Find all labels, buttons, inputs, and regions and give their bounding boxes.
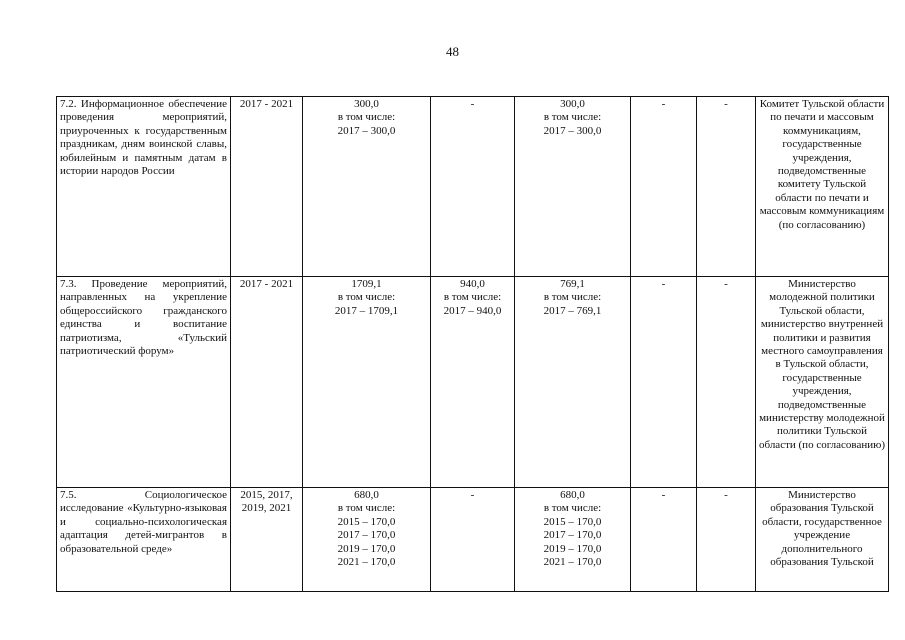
federal-funding-cell — [431, 488, 515, 592]
activity-name-cell: 7.5. Социологическое исследование «Культурно-языковая и социально-психологическая адаптация детей-мигрантов в образовательной среде» — [57, 488, 231, 592]
local-funding-cell: - — [631, 488, 697, 592]
funding-line: 2021 – 170,0 — [543, 556, 602, 569]
funding-line: - — [470, 98, 475, 110]
period-cell: 2017 - 2021 — [231, 277, 303, 488]
regional-funding-cell — [515, 277, 631, 488]
other-funding-cell: - — [697, 97, 756, 277]
federal-funding-cell — [431, 277, 515, 488]
table-row — [57, 488, 889, 592]
funding-line: - — [470, 489, 475, 501]
total-funding-cell — [303, 488, 431, 592]
funding-line: 2015 – 170,0 — [543, 515, 602, 528]
activity-name-cell: 7.2. Информационное обеспечение проведения мероприятий, приуроченных к государственным праздникам, дням воинской славы, юбилейным и памятным датам в истории народов России — [57, 97, 231, 277]
funding-line: 2015 – 170,0 — [337, 515, 396, 528]
activity-name-cell: 7.3. Проведение мероприятий, направленных на укрепление общероссийского гражданского единства и воспитание патриотизма, «Тульский патриотический форум» — [57, 277, 231, 488]
responsible-cell: Министерство молодежной политики Тульской области, министерство внутренней политики и развития местного самоуправления в Тульской области, государственные учреждения, подведомственные министерству молодежной политики Тульской области (по согласованию) — [756, 277, 889, 488]
total-funding-cell — [303, 277, 431, 488]
funding-line: 2017 – 300,0 — [543, 124, 602, 137]
funding-line: 2017 – 940,0 — [443, 304, 502, 317]
funding-line: в том числе: — [543, 502, 602, 515]
funding-line: в том числе: — [443, 291, 502, 304]
activities-table — [56, 96, 889, 592]
funding-line: 300,0 — [354, 98, 379, 110]
funding-line: в том числе: — [543, 111, 602, 124]
period-cell: 2015, 2017, 2019, 2021 — [231, 488, 303, 592]
local-funding-cell: - — [631, 97, 697, 277]
funding-line: в том числе: — [337, 291, 396, 304]
total-funding-cell — [303, 97, 431, 277]
funding-line: 300,0 — [560, 98, 585, 110]
funding-line: 1709,1 — [351, 278, 382, 290]
funding-line: в том числе: — [337, 502, 396, 515]
table-row — [57, 97, 889, 277]
responsible-cell: Комитет Тульской области по печати и массовым коммуникациям, государственные учреждения, подведомственные комитету Тульской области по печати и массовым коммуникациям (по согласованию) — [756, 97, 889, 277]
funding-line: 769,1 — [560, 278, 585, 290]
funding-line: 2017 – 170,0 — [543, 529, 602, 542]
funding-line: 2019 – 170,0 — [543, 542, 602, 555]
funding-line: 940,0 — [460, 278, 485, 290]
page-number: 48 — [446, 44, 459, 59]
funding-line: 2019 – 170,0 — [337, 542, 396, 555]
regional-funding-cell — [515, 488, 631, 592]
funding-line: 680,0 — [354, 489, 379, 501]
funding-line: 2021 – 170,0 — [337, 556, 396, 569]
funding-line: 2017 – 300,0 — [337, 124, 396, 137]
other-funding-cell: - — [697, 488, 756, 592]
period-cell: 2017 - 2021 — [231, 97, 303, 277]
regional-funding-cell — [515, 97, 631, 277]
federal-funding-cell — [431, 97, 515, 277]
funding-line: в том числе: — [337, 111, 396, 124]
funding-line: 2017 – 1709,1 — [334, 304, 399, 317]
other-funding-cell: - — [697, 277, 756, 488]
funding-line: в том числе: — [543, 291, 602, 304]
funding-line: 2017 – 170,0 — [337, 529, 396, 542]
funding-line: 680,0 — [560, 489, 585, 501]
responsible-cell: Министерство образования Тульской области, государственное учреждение дополнительного образования Тульской — [756, 488, 889, 592]
table-row — [57, 277, 889, 488]
funding-line: 2017 – 769,1 — [543, 304, 602, 317]
local-funding-cell: - — [631, 277, 697, 488]
